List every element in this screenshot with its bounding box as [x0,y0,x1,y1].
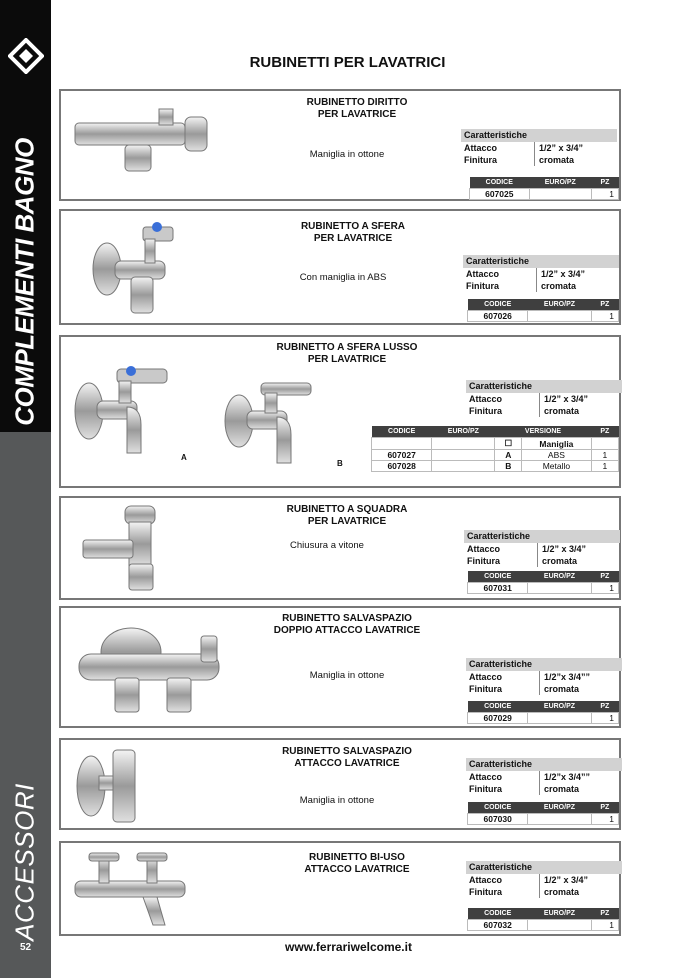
sidebar-subtitle: ACCESSORI [9,783,40,941]
product-code: 607030 [468,814,528,825]
spec-key: Finitura [469,784,502,794]
col-header: PZ [591,177,618,189]
spec-value: cromata [534,154,617,166]
spec-key: Attacco [466,269,500,279]
luxury-ball-valve-b-image [221,377,321,467]
price-cell [528,583,591,594]
product-description: Maniglia in ottone [309,149,385,160]
product-card [59,606,621,728]
specs-table [466,380,622,417]
spec-key: Finitura [466,281,499,291]
product-card [59,209,621,325]
specs-table [464,530,620,567]
spec-value: cromata [539,783,622,795]
luxury-ball-valve-a-image [71,361,181,461]
variant-label-a: A [181,453,187,462]
codes-table [469,177,619,200]
col-header: CODICE [372,426,432,438]
product-title: RUBINETTO SALVASPAZIO DOPPIO ATTACCO LAVATRICE [273,613,421,636]
spec-value: 1/2”x 3/4”” [539,671,622,683]
specs-header: Caratteristiche [466,658,622,671]
spec-key: Attacco [467,544,501,554]
col-header: CODICE [468,299,528,311]
specs-header: Caratteristiche [463,255,619,268]
product-code: 607025 [470,189,530,200]
spec-key: Finitura [464,155,497,165]
codes-table [467,571,619,594]
pz-cell: 1 [591,713,618,724]
spec-value: cromata [539,886,622,898]
col-header: CODICE [468,701,528,713]
specs-table [466,861,622,898]
product-code: 607029 [468,713,528,724]
angle-valve-image [81,502,171,596]
price-cell [528,814,591,825]
specs-table [466,658,622,695]
pz-cell: 1 [591,189,618,200]
col-header: PZ [591,299,618,311]
specs-table [463,255,619,292]
spec-key: Attacco [464,143,498,153]
col-header: VERSIONE [495,426,591,438]
col-header: CODICE [468,802,528,814]
price-cell [528,920,591,931]
specs-header: Caratteristiche [461,129,617,142]
product-code: 607028 [372,461,432,472]
spec-key: Attacco [469,875,503,885]
page-title: RUBINETTI PER LAVATRICI [249,54,446,71]
handle-header: Maniglia [522,438,591,450]
product-code: 607027 [372,450,432,461]
spec-key: Finitura [469,684,502,694]
checkbox-icon: ☐ [495,438,522,450]
product-card [59,841,621,936]
specs-table [461,129,617,166]
price-cell [528,311,591,322]
product-title: RUBINETTO A SFERA PER LAVATRICE [300,221,406,244]
codes-table [371,426,619,472]
ball-valve-image [87,219,197,319]
specs-header: Caratteristiche [466,380,622,393]
col-header: CODICE [470,177,530,189]
col-header: EURO/PZ [529,177,591,189]
product-card [59,496,621,600]
pz-cell: 1 [591,814,618,825]
product-description: Con maniglia in ABS [299,272,387,283]
sidebar-title: COMPLEMENTI BAGNO [9,138,40,426]
spec-key: Attacco [469,772,503,782]
specs-header: Caratteristiche [466,861,622,874]
product-title: RUBINETTO DIRITTO PER LAVATRICE [306,97,408,120]
price-cell [528,713,591,724]
col-header: PZ [591,802,618,814]
empty-cell [591,438,618,450]
pz-cell: 1 [591,311,618,322]
spec-value: cromata [539,405,622,417]
specs-table [466,758,622,795]
product-code: 607032 [468,920,528,931]
spec-value: 1/2”x 3/4”” [539,771,622,783]
codes-table [467,701,619,724]
specs-header: Caratteristiche [464,530,620,543]
spec-key: Finitura [469,406,502,416]
col-header: CODICE [468,571,528,583]
pz-cell: 1 [591,920,618,931]
spec-value: 1/2” x 3/4” [536,268,619,280]
page-number: 52 [20,942,32,953]
spec-value: cromata [536,280,619,292]
product-description: Chiusura a vitone [290,540,364,551]
handle-cell: ABS [522,450,591,461]
col-header: PZ [591,571,618,583]
specs-header: Caratteristiche [466,758,622,771]
spec-value: 1/2” x 3/4” [539,874,622,886]
price-cell [432,450,495,461]
straight-valve-image [73,105,223,175]
version-cell: A [495,450,522,461]
spec-value: 1/2” x 3/4” [534,142,617,154]
col-header: EURO/PZ [528,908,591,920]
col-header: PZ [591,426,618,438]
version-cell: B [495,461,522,472]
codes-table [467,802,619,825]
handle-cell: Metallo [522,461,591,472]
spec-key: Attacco [469,394,503,404]
col-header: EURO/PZ [528,571,591,583]
col-header: PZ [591,908,618,920]
pz-cell: 1 [591,461,618,472]
spec-value: 1/2” x 3/4” [537,543,620,555]
spec-key: Finitura [469,887,502,897]
col-header: EURO/PZ [528,299,591,311]
product-title: RUBINETTO BI-USO ATTACCO LAVATRICE [304,852,410,875]
product-card [59,89,621,201]
pz-cell: 1 [591,583,618,594]
product-title: RUBINETTO A SQUADRA PER LAVATRICE [286,504,408,527]
spec-key: Finitura [467,556,500,566]
product-description: Maniglia in ottone [309,670,385,681]
dual-outlet-valve-image [75,618,225,718]
empty-cell [372,438,432,450]
product-card [59,738,621,830]
spec-value: cromata [539,683,622,695]
codes-table [467,299,619,322]
col-header: EURO/PZ [528,701,591,713]
pz-cell: 1 [591,450,618,461]
col-header: EURO/PZ [528,802,591,814]
product-card [59,335,621,488]
price-cell [529,189,591,200]
col-header: EURO/PZ [432,426,495,438]
product-title: RUBINETTO A SFERA LUSSO PER LAVATRICE [276,342,418,365]
space-saver-valve-image [73,746,143,826]
spec-value: cromata [537,555,620,567]
spec-key: Attacco [469,672,503,682]
product-code: 607026 [468,311,528,322]
col-header: CODICE [468,908,528,920]
product-description: Maniglia in ottone [299,795,375,806]
dual-use-valve-image [73,851,193,931]
product-title: RUBINETTO SALVASPAZIO ATTACCO LAVATRICE [282,746,412,769]
empty-cell [432,438,495,450]
product-code: 607031 [468,583,528,594]
footer-url[interactable]: www.ferrariwelcome.it [285,940,412,954]
price-cell [432,461,495,472]
variant-label-b: B [337,459,343,468]
codes-table [467,908,619,931]
col-header: PZ [591,701,618,713]
spec-value: 1/2” x 3/4” [539,393,622,405]
